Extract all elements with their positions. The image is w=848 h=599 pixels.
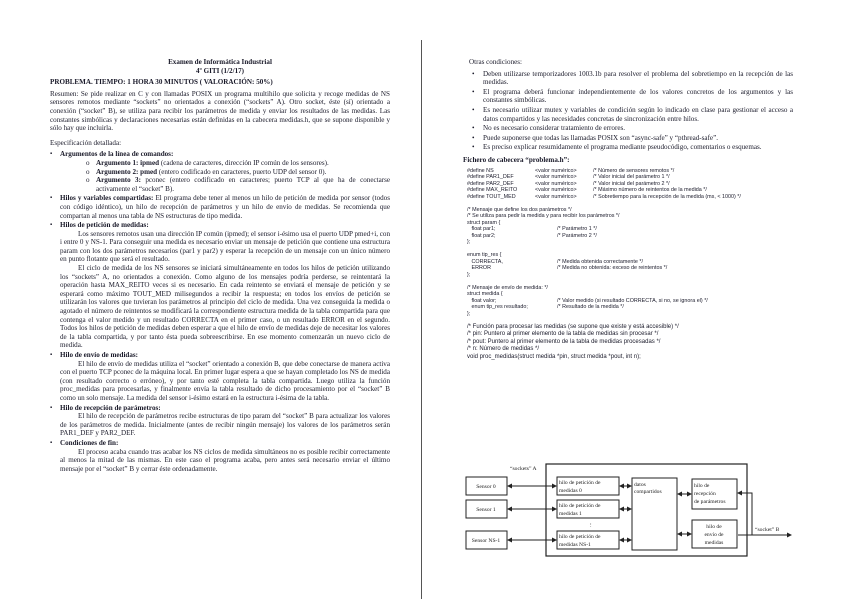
threads-heading: Hilos y variables compartidas: <box>60 194 154 203</box>
define-comment: /* Sobretiempo para la recepción de la medida (ms, < 1000) */ <box>593 193 741 200</box>
exam-title: Examen de Informática Industrial <box>168 58 272 66</box>
request-thread-1-label: hilo de petición de medidas 1 <box>559 503 601 517</box>
condition: • No es necesario considerar tratamiento de errores. <box>469 124 793 133</box>
arg-desc: pconec (entero codificado en caracteres; puerto TCP al que ha de conectarse activamente el “socket” B). <box>96 176 391 193</box>
code-line: }; <box>467 310 471 317</box>
arg-name: Argumento 3: <box>96 176 141 185</box>
other-heading: Otras condiciones: <box>469 58 522 66</box>
request-paragraph-2: El ciclo de medida de los NS sensores se iniciará simultáneamente en todos los hilos de petición utilizando los “sockets” A, no orientados a conexión. Como alguno de los mensajes podría perderse, se reintentará la operación hasta MAX_REITO veces si es necesario. En cada reintento se enviará el mensaje de petición y se esperará como máximo TOUT_MED milisegundos a recibir la respuesta; en todos los envíos de petición se utilizarán los valores que tuvieran los parámetros al principio del ciclo de medida. Una vez conseguida la medida o agotado el número de reintentos se modificará la correspondiente estructura medida de la tabla compartida para que contenga el valor medido y un resultado CORRECTA en el primer caso, o un resultado ERROR en el segundo. Todos los hilos de petición de medidas deben esperar a que el hilo de envío de medidas deje de necesitar los valores de la tabla compartida, y por tanto ésta pueda sobreescribirse. En ese momento comenzarán un nuevo ciclo de medida. <box>60 264 390 350</box>
code-comment: /* Mensaje de envío de medida: */ <box>467 284 548 291</box>
exam-subtitle: 4º GITI (1/2/17) <box>195 66 245 75</box>
field: float par2; <box>467 232 496 239</box>
request-thread-0-label: hilo de petición de medidas 0 <box>559 480 601 494</box>
code-line: }; <box>467 239 471 246</box>
define-value: <valor numérico> <box>535 187 577 194</box>
sensor-0-label: Sensor 0 <box>476 484 496 490</box>
field-comment: /* Valor medido (si resultado CORRECTA, si no, se ignora el) */ <box>557 297 708 304</box>
field-comment: /* Parámetro 1 */ <box>557 226 597 233</box>
code-line: enum tip_res { <box>467 252 502 259</box>
define-value: <valor numérico> <box>535 193 577 200</box>
recv-paragraph: El hilo de recepción de parámetros recibe estructuras de tipo param del “socket” B para actualizar los valores de los parámetros de medida. Inicialmente (antes de recibir ningún mensaje) los valores de los parámetros serán PAR1_DEF y PAR2_DEF. <box>60 412 390 438</box>
field: enum tip_res resultado; <box>467 304 528 311</box>
condition: • El programa deberá funcionar independientemente de los valores concretos de los argumentos y las constantes simbólicas. <box>469 88 793 105</box>
code-comment: /* Mensaje que define los dos parámetros */ <box>467 206 572 213</box>
shared-data-label: datos compartidos <box>634 482 662 495</box>
socket-b-in-arrow <box>738 493 752 535</box>
define-value: <valor numérico> <box>535 174 577 181</box>
spec-heading: Especificación detallada: <box>50 138 122 147</box>
define-name: #define PAR2_DEF <box>467 180 514 187</box>
condition: • Es necesario utilizar mutex y variables de condición según lo indicado en clase para gestionar el acceso a datos compartidos y las necesidades concretas de sincronización entre hilos. <box>469 106 793 123</box>
code-line: struct param { <box>467 219 501 226</box>
sensor-ns-label: Sensor NS-1 <box>471 538 501 544</box>
threads-text: El programa debe tener al menos un hilo de petición de medida por sensor (todos con código idéntico), un hilo de recepción de parámetros y un hilo de envío de medidas. Se recomienda que compartan al menos una tabla de NS estructuras de tipo medida. <box>60 194 390 220</box>
sockets-a-label: “sockets” A <box>510 466 537 472</box>
code-line: }; <box>467 271 471 278</box>
end-paragraph: El proceso acaba cuando tras acabar los NS ciclos de medida simultáneos no es posible recibir correctamente al menos la mitad de las mismas. En este caso el programa acaba, pero antes será necesario enviar el último mensaje por el “socket” B y cerrar éste ordenadamente. <box>60 447 390 473</box>
field: float par1; <box>467 226 496 233</box>
request-paragraph-1: Los sensores remotos usan una dirección IP común (ipmed); el sensor i-ésimo usa el puerto UDP pmed+i, con i entre 0 y NS-1. Para conseguir una medida es necesario enviar un mensaje de petición que contiene una estructura param con los dos parámetros necesarios (par1 y par2) y esperar la recepción de un mensaje con un único número en punto flotante que será el resultado. <box>60 229 390 264</box>
define-name: #define NS <box>467 167 494 174</box>
field-comment: /* Medida obtenida correctamente */ <box>557 258 644 265</box>
code-comment: /* pout: Puntero al primer elemento de la tabla de medidas procesadas */ <box>467 338 661 345</box>
socket-b-label: “socket” B <box>755 527 780 533</box>
request-thread-ns-label: hilo de petición de medidas NS-1 <box>559 534 601 548</box>
function-prototype: void proc_medidas(struct medida *pin, struct medida *pout, int n); <box>467 353 641 360</box>
code-comment: /* n: Número de medidas */ <box>467 346 540 353</box>
field-comment: /* Medida no obtenida: exceso de reintentos */ <box>557 265 668 272</box>
code-comment: /* pin: Puntero al primer elemento de la tabla de medidas sin procesar */ <box>467 331 659 338</box>
send-thread-label: hilo de envío de medidas <box>704 524 724 546</box>
define-name: #define PAR1_DEF <box>467 174 514 181</box>
define-name: #define TOUT_MED <box>467 193 516 200</box>
arg-desc: (cadena de caracteres, dirección IP común de los sensores). <box>159 158 329 167</box>
request-heading: Hilos de petición de medidas: <box>60 221 149 230</box>
field: ERROR <box>467 265 491 272</box>
recv-thread-label: hilo de recepción de parámetros <box>694 483 726 505</box>
code-comment: /* Función para procesar las medidas (se supone que existe y está accesible) */ <box>467 323 679 330</box>
code-line: struct medida { <box>467 291 503 298</box>
send-heading: Hilo de envío de medidas: <box>60 351 139 359</box>
define-comment: /* Valor inicial del parámetro 1 */ <box>593 174 670 181</box>
args-heading: Argumentos de la línea de comandos: <box>60 150 174 159</box>
arg-name: Argumento 1: ipmed <box>96 158 160 167</box>
end-heading: Condiciones de fin: <box>60 438 119 447</box>
arg-name: Argumento 2: pmed <box>96 167 158 176</box>
define-comment: /* Máximo número de reintentos de la medida */ <box>593 187 707 194</box>
code-comment: /* Se utiliza para pedir la medida y para recibir los parámetros */ <box>467 213 620 220</box>
define-name: #define MAX_REITO <box>467 187 518 194</box>
define-value: <valor numérico> <box>535 167 577 174</box>
field-comment: /* Parámetro 2 */ <box>557 232 597 239</box>
condition: • Deben utilizarse temporizadores 1003.1b para resolver el problema del sobretiempo en la recepción de las medidas. <box>469 70 793 87</box>
field: float valor; <box>467 297 497 304</box>
field: CORRECTA, <box>467 258 503 265</box>
define-value: <valor numérico> <box>535 180 577 187</box>
define-comment: /* Número de sensores remotos */ <box>593 167 675 174</box>
sensor-1-label: Sensor 1 <box>476 507 496 513</box>
arg-desc: (entero codificado en caracteres, puerto UDP del sensor 0). <box>157 167 327 176</box>
field-comment: /* Resultado de la medida */ <box>557 304 624 311</box>
ellipsis: ⋮ <box>588 523 594 529</box>
condition: • Puede suponerse que todas las llamadas POSIX son “async-safe” y “pthread-safe”. <box>469 134 793 143</box>
recv-heading: Hilo de recepción de parámetros: <box>60 403 161 412</box>
define-comment: /* Valor inicial del parámetro 2 */ <box>593 180 670 187</box>
header-file-heading: Fichero de cabecera “problema.h”: <box>463 155 570 164</box>
summary: Resumen: Se pide realizar en C y con llamadas POSIX un programa multihilo que solicita y recoge medidas de NS sensores remotos mediante “sockets” no orientados a conexión (“sockets” A). Otro socket, éste (sí) orientado a conexión (“socket” B), se utiliza para recibir los parámetros de medida y enviar los resultados de las medidas. Las constantes simbólicas y declaraciones necesarias están definidas en la cabecera medidas.h, que se supone disponible y sólo hay que incluirla. <box>50 89 390 133</box>
send-paragraph: El hilo de envío de medidas utiliza el “socket” orientado a conexión B, que debe conectarse de manera activa con el puerto TCP pconec de la máquina local. En primer lugar espera a que se hayan completado los NS de medida (con resultado correcto o erróneo), y por tanto esté completa la tabla compartida. Luego utiliza la función proc_medidas para procesarlas, y finalmente envía la tabla resultado de dicho procesamiento por el “socket” B como un solo mensaje. La medida del sensor i-ésimo estará en la estructura i-ésima de la tabla. <box>60 359 390 402</box>
problem-heading: PROBLEMA. TIEMPO: 1 HORA 30 MINUTOS ( VALORACIÓN: 50%) <box>50 78 273 87</box>
condition: • Es preciso explicar resumidamente el programa mediante pseudocódigo, comentarios o esquemas. <box>469 143 793 152</box>
